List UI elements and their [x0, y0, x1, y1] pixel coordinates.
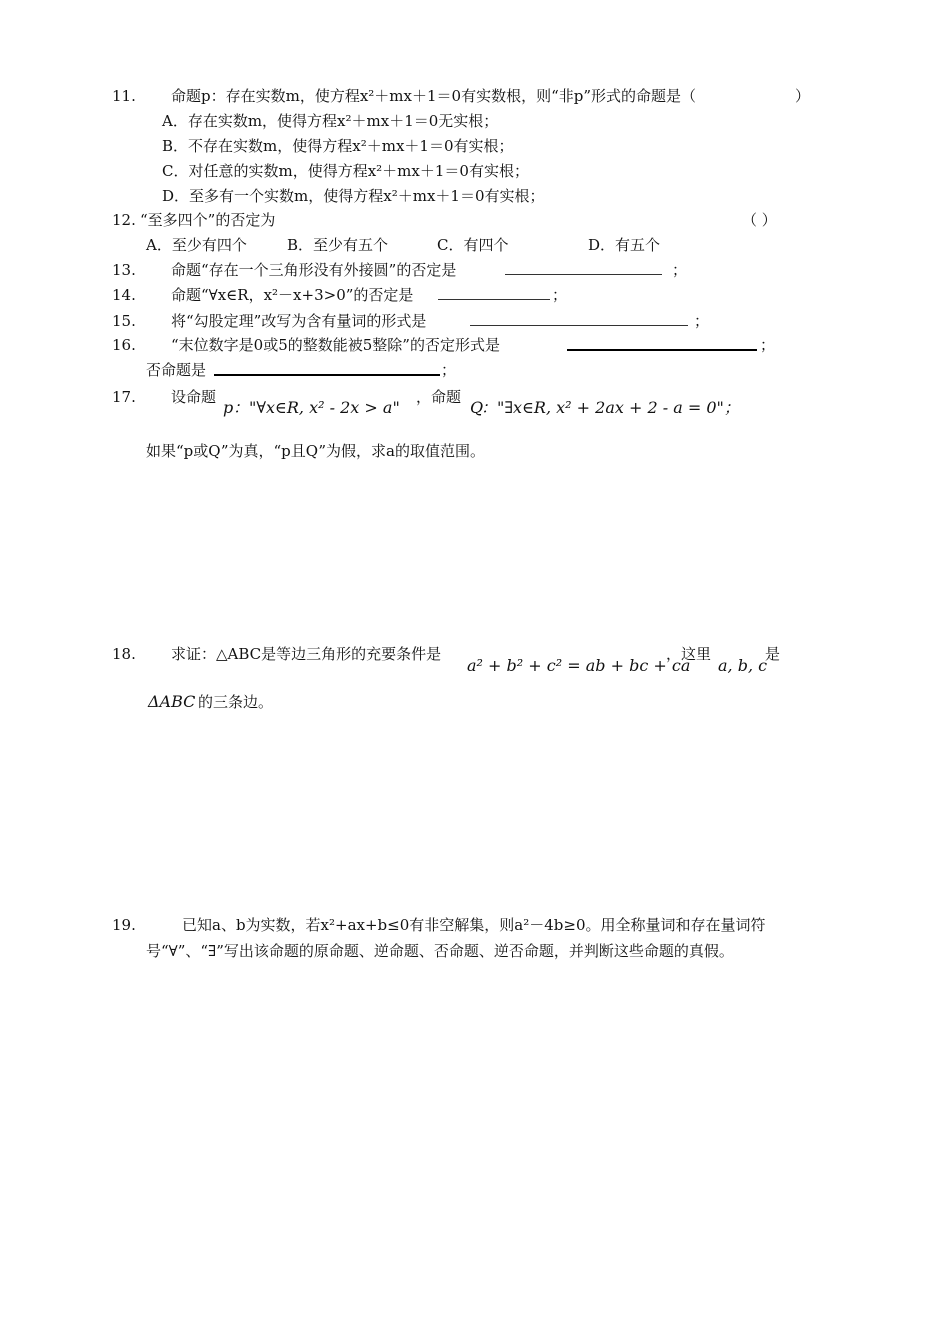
- question-number: 15.: [112, 312, 136, 330]
- proposition-q-label: Q: [470, 398, 484, 417]
- question-text-line2: 否命题是: [146, 361, 207, 379]
- question-number: 18.: [112, 645, 136, 663]
- question-mid: ，命题: [416, 388, 462, 406]
- question-lead: 设命题: [171, 388, 217, 406]
- punctuation: ；: [552, 286, 568, 304]
- answer-blank[interactable]: [438, 285, 550, 300]
- question-end: 是: [765, 645, 781, 663]
- condition-formula: a² + b² + c² = ab + bc + ca: [467, 656, 691, 675]
- answer-paren: （ ）: [742, 211, 777, 229]
- question-number: 14.: [112, 286, 136, 304]
- question-number: 13.: [112, 261, 136, 279]
- proposition-q-formula: ："∃x∈R, x² + 2ax + 2 - a = 0"；: [481, 398, 740, 417]
- answer-blank[interactable]: [505, 260, 662, 275]
- proposition-p-label: p: [223, 398, 234, 417]
- question-text: 命题“存在一个三角形没有外接圆”的否定是: [171, 261, 457, 279]
- punctuation: ；: [672, 261, 688, 279]
- proposition-p-formula: ："∀x∈R, x² - 2x > a": [233, 398, 400, 417]
- side-variables: a, b, c: [718, 656, 768, 675]
- option-d: D．有五个: [588, 236, 661, 254]
- question-line2: 的三条边。: [198, 693, 274, 711]
- answer-blank-2[interactable]: [214, 360, 440, 376]
- question-number: 19.: [112, 916, 136, 934]
- question-number: 16.: [112, 336, 136, 354]
- option-c: C．有四个: [437, 236, 509, 254]
- option-a: A．存在实数m，使得方程x²＋mx＋1＝0无实根；: [162, 112, 499, 130]
- question-stem: “至多四个”的否定为: [140, 211, 276, 229]
- question-number: 12.: [112, 211, 136, 229]
- question-stem: 命题p：存在实数m，使方程x²＋mx＋1＝0有实数根，则“非p”形式的命题是（: [171, 87, 697, 105]
- question-number: 17.: [112, 388, 136, 406]
- question-lead: 求证：△ABC是等边三角形的充要条件是: [171, 645, 442, 663]
- question-line2: 如果“p或Q”为真，“p且Q”为假，求a的取值范围。: [146, 442, 485, 460]
- question-text: 命题“∀x∈R，x²－x+3>0”的否定是: [171, 286, 414, 304]
- option-c: C．对任意的实数m，使得方程x²＋mx＋1＝0有实根；: [162, 162, 529, 180]
- answer-blank[interactable]: [470, 311, 688, 326]
- punctuation: ；: [694, 312, 710, 330]
- question-line2: 号“∀”、“∃”写出该命题的原命题、逆命题、否命题、逆否命题，并判断这些命题的真假。: [146, 942, 734, 960]
- answer-paren-close: ）: [795, 87, 811, 105]
- option-b: B．至少有五个: [287, 236, 389, 254]
- triangle-label: ΔABC: [148, 692, 196, 711]
- option-d: D．至多有一个实数m，使得方程x²＋mx＋1＝0有实根；: [162, 187, 545, 205]
- question-line1: 已知a、b为实数，若x²+ax+b≤0有非空解集，则a²－4b≥0。用全称量词和存在量词符: [182, 916, 766, 934]
- punctuation: ；: [760, 336, 776, 354]
- question-number: 11.: [112, 87, 136, 105]
- question-mid: ，这里: [666, 645, 712, 663]
- answer-blank[interactable]: [567, 335, 757, 351]
- question-text: “末位数字是0或5的整数能被5整除”的否定形式是: [171, 336, 500, 354]
- option-b: B．不存在实数m，使得方程x²＋mx＋1＝0有实根；: [162, 137, 514, 155]
- option-a: A．至少有四个: [146, 236, 247, 254]
- punctuation: ；: [441, 361, 457, 379]
- question-text: 将“勾股定理”改写为含有量词的形式是: [171, 312, 427, 330]
